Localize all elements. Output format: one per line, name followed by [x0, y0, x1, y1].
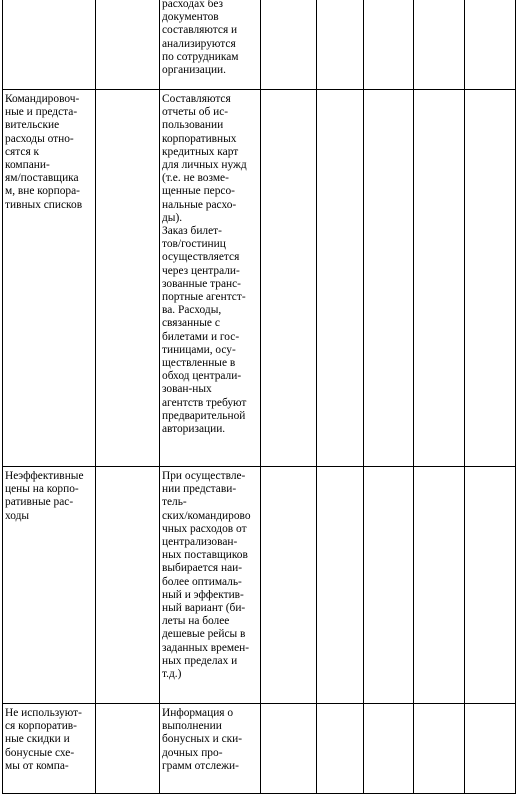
empty-cell: [465, 90, 516, 467]
risk-text: Не используют- ся корпоратив- ные скидки и бонусные схе- мы от компа-: [5, 707, 82, 772]
empty-cell: [96, 0, 160, 90]
empty-cell: [317, 0, 364, 90]
empty-cell: [364, 0, 414, 90]
control-cell: [160, 0, 261, 90]
empty-cell: [465, 704, 516, 794]
table-row: [3, 467, 516, 704]
empty-cell: [261, 467, 317, 704]
empty-cell: [317, 704, 364, 794]
empty-cell: [317, 90, 364, 467]
empty-cell: [261, 704, 317, 794]
empty-cell: [317, 467, 364, 704]
risk-cell: [3, 90, 96, 467]
table-row: [3, 704, 516, 794]
control-text: Составляются отчеты об ис- пользовании корпоративных кредитных карт для личных нужд (т.е. не возме- щенные персо- нальные расхо- ды). Заказ билет- тов/гостиниц осуществляется через централи- зованные транс- портные агентст- ва. Расходы, связанные с билетами и гос- тиницами, осу- ществленные в обход централи- зован-ных агентств требуют предварительной авторизации.: [162, 93, 247, 436]
risk-cell: [3, 704, 96, 794]
empty-cell: [364, 90, 414, 467]
empty-cell: [96, 90, 160, 467]
control-cell: [160, 467, 261, 704]
empty-cell: [96, 467, 160, 704]
empty-cell: [414, 704, 465, 794]
control-text: расходах без документов составляются и анализируются по сотрудникам организации.: [162, 0, 239, 77]
empty-cell: [414, 467, 465, 704]
risk-text: Неэффективные цены на корпо- ративные рас- ходы: [5, 470, 84, 522]
control-text: Информация о выполнении бонусных и ски- дочных про- грамм отслежи-: [162, 707, 243, 772]
table-row: [3, 0, 516, 90]
empty-cell: [414, 0, 465, 90]
control-cell: [160, 704, 261, 794]
control-text: При осуществле- нии представи- тель- ских/командирово чных расходов от централизован- ных поставщиков выбирается наи- более оптималь- ный и эффектив- ный вариант (би- леты на более дешевые рейсы в заданных времен- ных пределах и т.д.): [162, 470, 251, 681]
empty-cell: [364, 467, 414, 704]
risk-cell: [3, 467, 96, 704]
risk-cell: [3, 0, 96, 90]
empty-cell: [261, 90, 317, 467]
empty-cell: [465, 0, 516, 90]
empty-cell: [414, 90, 465, 467]
empty-cell: [364, 704, 414, 794]
empty-cell: [96, 704, 160, 794]
risk-text: Командировоч- ные и предста- вительские расходы отно- сятся к компани- ям/поставщика м, вне корпора- тивных списков: [5, 93, 83, 211]
table-row: [3, 90, 516, 467]
control-cell: [160, 90, 261, 467]
empty-cell: [261, 0, 317, 90]
empty-cell: [465, 467, 516, 704]
risk-control-table: [2, 0, 516, 794]
